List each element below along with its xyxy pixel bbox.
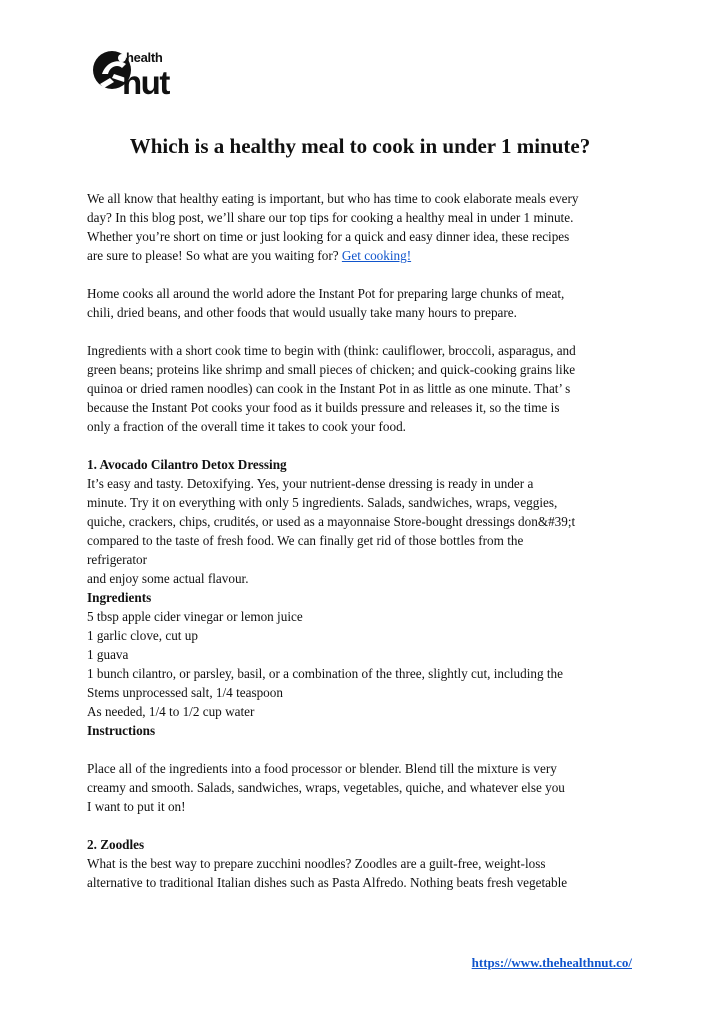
- logo-word-big: nut: [122, 64, 169, 101]
- text-line: because the Instant Pot cooks your food as it builds pressure and releases it, so the time is: [87, 400, 560, 415]
- text-line: What is the best way to prepare zucchini noodles? Zoodles are a guilt-free, weight-loss: [87, 856, 546, 871]
- intro-line: We all know that healthy eating is important, but who has time to cook elaborate meals every: [87, 191, 579, 206]
- text-line: quinoa or dried ramen noodles) can cook in the Instant Pot in as little as one minute. That’ s: [87, 381, 571, 396]
- intro-line: Whether you’re short on time or just looking for a quick and easy dinner idea, these recipes: [87, 229, 570, 244]
- text-line: It’s easy and tasty. Detoxifying. Yes, your nutrient-dense dressing is ready in under a: [87, 476, 534, 491]
- instructions-heading: Instructions: [87, 723, 156, 738]
- text-line: I want to put it on!: [87, 799, 186, 814]
- ingredient-item: As needed, 1/4 to 1/2 cup water: [87, 704, 255, 719]
- ingredient-item: 1 bunch cilantro, or parsley, basil, or a combination of the three, slightly cut, including the: [87, 666, 563, 681]
- text-line: quiche, crackers, chips, crudités, or used as a mayonnaise Store-bought dressings don&#39;t: [87, 514, 576, 529]
- text-line: green beans; proteins like shrimp and small pieces of chicken; and quick-cooking grains like: [87, 362, 576, 377]
- text-line: and enjoy some actual flavour.: [87, 571, 249, 586]
- text-line: creamy and smooth. Salads, sandwiches, wraps, vegetables, quiche, and whatever else you: [87, 780, 565, 795]
- paragraph-ingredients-cook-time: [87, 341, 647, 436]
- recipe1-section: [87, 455, 647, 740]
- text-line: chili, dried beans, and other foods that would usually take many hours to prepare.: [87, 305, 517, 320]
- get-cooking-link[interactable]: Get cooking!: [341, 248, 412, 263]
- logo-word-small: health: [126, 50, 163, 65]
- recipe2-heading: 2. Zoodles: [87, 837, 145, 852]
- intro-paragraph: [87, 189, 647, 265]
- text-line: Home cooks all around the world adore the Instant Pot for preparing large chunks of meat,: [87, 286, 565, 301]
- paragraph-instant-pot: [87, 284, 647, 322]
- text-line: Place all of the ingredients into a food processor or blender. Blend till the mixture is very: [87, 761, 557, 776]
- intro-line: are sure to please! So what are you waiting for?: [87, 248, 342, 263]
- text-line: refrigerator: [87, 552, 148, 567]
- page-title: Which is a healthy meal to cook in under 1 minute?: [129, 134, 591, 158]
- footer-url-link[interactable]: https://www.thehealthnut.co/: [471, 955, 632, 970]
- recipe1-heading: 1. Avocado Cilantro Detox Dressing: [87, 457, 287, 472]
- ingredient-item: Stems unprocessed salt, 1/4 teaspoon: [87, 685, 283, 700]
- text-line: only a fraction of the overall time it takes to cook your food.: [87, 419, 406, 434]
- ingredient-item: 1 garlic clove, cut up: [87, 628, 198, 643]
- text-line: minute. Try it on everything with only 5 ingredients. Salads, sandwiches, wraps, veggies,: [87, 495, 558, 510]
- intro-line: day? In this blog post, we’ll share our top tips for cooking a healthy meal in under 1 minute.: [87, 210, 574, 225]
- text-line: Ingredients with a short cook time to begin with (think: cauliflower, broccoli, asparagus, and: [87, 343, 576, 358]
- ingredient-item: 5 tbsp apple cider vinegar or lemon juice: [87, 609, 303, 624]
- recipe1-instructions: [87, 759, 647, 816]
- recipe2-section: [87, 835, 647, 892]
- ingredient-item: 1 guava: [87, 647, 129, 662]
- logo[interactable]: [92, 44, 212, 100]
- text-line: alternative to traditional Italian dishes such as Pasta Alfredo. Nothing beats fresh vegetable: [87, 875, 568, 890]
- text-line: compared to the taste of fresh food. We can finally get rid of those bottles from the: [87, 533, 524, 548]
- ingredients-heading: Ingredients: [87, 590, 152, 605]
- article-body: [87, 189, 647, 892]
